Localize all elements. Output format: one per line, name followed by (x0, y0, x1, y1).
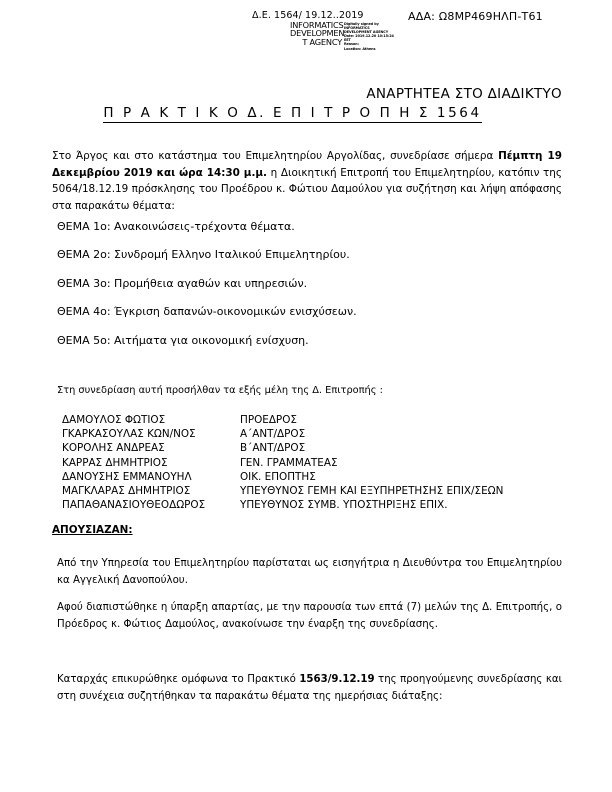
previous-minutes-paragraph (57, 672, 562, 705)
previous-minutes-part-1: Καταρχάς επικυρώθηκε ομόφωνα το Πρακτικό (57, 674, 300, 685)
member-role: Β΄ΑΝΤ/ΔΡΟΣ (240, 442, 306, 455)
ada-reference-number: ΑΔΑ: Ω8ΜΡ469ΗΛΠ-Τ61 (408, 10, 543, 23)
agenda-item: ΘΕΜΑ 2ο: Συνδρομή Ελληνο Ιταλικού Επιμελητηρίου. (57, 248, 350, 262)
stamp-signature-line-7: Location: Athens (344, 46, 376, 51)
member-role: ΥΠΕΥΘΥΝΟΣ ΓΕΜΗ ΚΑΙ ΕΞΥΠΗΡΕΤΗΣΗΣ ΕΠΙΧ/ΣΕΩΝ (240, 484, 504, 497)
agenda-item: ΘΕΜΑ 5ο: Αιτήματα για οικονομική ενίσχυση. (57, 333, 309, 347)
previous-minutes-part-2: της προηγούμενης συνεδρίασης και στη συνέχεια συζητήθηκαν τα παρακάτω θέματα της ημερήσιας διάταξης: (57, 674, 562, 702)
member-name: ΔΑΜΟΥΛΟΣ ΦΩΤΙΟΣ (62, 414, 166, 426)
agenda-item: ΘΕΜΑ 3ο: Προμήθεια αγαθών και υπηρεσιών. (57, 276, 308, 290)
stamp-agency-line-2: DEVELOPMEN (290, 28, 345, 39)
roster-row (62, 457, 582, 471)
intro-part-1: Στο Άργος και στο κατάστημα του Επιμελητηρίου Αργολίδας, συνεδρίασε σήμερα (52, 150, 499, 162)
attendance-roster (62, 414, 582, 513)
decision-reference-number: Δ.Ε. 1564/ 19.12..2019 (252, 10, 364, 21)
agenda-item: ΘΕΜΑ 4ο: Έγκριση δαπανών-οικονομικών ενισχύσεων. (57, 305, 357, 319)
stamp-signature-line-6: Reason: (344, 42, 359, 47)
absent-section-heading: ΑΠΟΥΣΙΑΖΑΝ: (52, 524, 133, 536)
publication-notice-title: ΑΝΑΡΤΗΤΕΑ ΣΤΟ ΔΙΑΔΙΚΤΥΟ (366, 86, 562, 102)
member-role: ΠΡΟΕΔΡΟΣ (240, 414, 297, 426)
member-role: ΟΙΚ. ΕΠΟΠΤΗΣ (240, 470, 316, 483)
member-role: ΓΕΝ. ΓΡΑΜΜΑΤΕΑΣ (240, 456, 338, 469)
stamp-signature-line-5: EET (344, 38, 351, 43)
stamp-signature-line-3: DEVELOPMENT AGENCY (344, 30, 389, 35)
intro-paragraph (52, 148, 562, 214)
stamp-agency-line-1: INFORMATICS (290, 20, 344, 30)
roster-row (62, 442, 582, 456)
member-name: ΜΑΓΚΛΑΡΑΣ ΔΗΜΗΤΡΙΟΣ (62, 484, 191, 497)
stamp-agency-name (290, 20, 345, 47)
rapporteur-paragraph: Από την Υπηρεσία του Επιμελητηρίου παρίσταται ως εισηγήτρια η Διευθύντρα του Επιμελητηρίου κα Αγγελική Δανοπούλου. (57, 558, 562, 586)
stamp-agency-line-3: T AGENCY (302, 36, 342, 47)
previous-minutes-number: 1563/9.12.19 (299, 674, 375, 685)
quorum-paragraph: Αφού διαπιστώθηκε η ύπαρξη απαρτίας, με την παρουσία των επτά (7) μελών της Δ. Επιτροπής, ο Πρόεδρος κ. Φώτιος Δαμούλος, ανακοίνωσε την έναρξη της συνεδρίασης. (57, 602, 562, 630)
member-role: Α΄ΑΝΤ/ΔΡΟΣ (240, 428, 306, 441)
stamp-signature-line-1: Digitally signed by (344, 22, 379, 26)
roster-row (62, 471, 582, 485)
page-title (0, 105, 585, 121)
digital-signature-stamp (290, 21, 408, 67)
intro-part-2: η Διοικητική Επιτροπή του Επιμελητηρίου, κατόπιν της 5064/18.12.19 πρόσκλησης του Προέδρου κ. Φώτιου Δαμούλου για συζήτηση και λήψη απόφασης στα παρακάτω θέματα: (52, 166, 562, 212)
page-title-text: Π Ρ Α Κ Τ Ι Κ Ο Δ. Ε Π Ι Τ Ρ Ο Π Η Σ 1564 (103, 105, 482, 121)
member-role: ΥΠΕΥΘΥΝΟΣ ΣΥΜΒ. ΥΠΟΣΤΗΡΙΞΗΣ ΕΠΙΧ. (240, 499, 448, 512)
agenda-list (57, 220, 557, 362)
roster-row (62, 428, 582, 442)
stamp-signature-details (344, 22, 408, 51)
stamp-signature-line-4: Date: 2019.12.20 10:15:24 (344, 34, 394, 39)
roster-row (62, 485, 582, 499)
intro-meeting-datetime: Πέμπτη 19 Δεκεμβρίου 2019 και ώρα 14:30 μ.μ. (52, 150, 562, 179)
member-name: ΠΑΠΑΘΑΝΑΣΙΟΥΘΕΟΔΩΡΟΣ (62, 499, 206, 512)
attendance-lead-text: Στη συνεδρίαση αυτή προσήλθαν τα εξής μέλη της Δ. Επιτροπής : (57, 385, 383, 396)
member-name: ΓΚΑΡΚΑΣΟΥΛΑΣ ΚΩΝ/ΝΟΣ (62, 428, 196, 441)
member-name: ΔΑΝΟΥΣΗΣ ΕΜΜΑΝΟΥΗΛ (62, 470, 192, 483)
roster-row (62, 414, 582, 428)
member-name: ΚΟΡΟΛΗΣ ΑΝΔΡΕΑΣ (62, 442, 165, 455)
agenda-item: ΘΕΜΑ 1ο: Ανακοινώσεις-τρέχοντα θέματα. (57, 220, 295, 233)
stamp-signature-line-2: INFORMATICS (344, 26, 370, 31)
member-name: ΚΑΡΡΑΣ ΔΗΜΗΤΡΙΟΣ (62, 456, 168, 469)
roster-row (62, 499, 582, 513)
document-header (0, 10, 612, 68)
